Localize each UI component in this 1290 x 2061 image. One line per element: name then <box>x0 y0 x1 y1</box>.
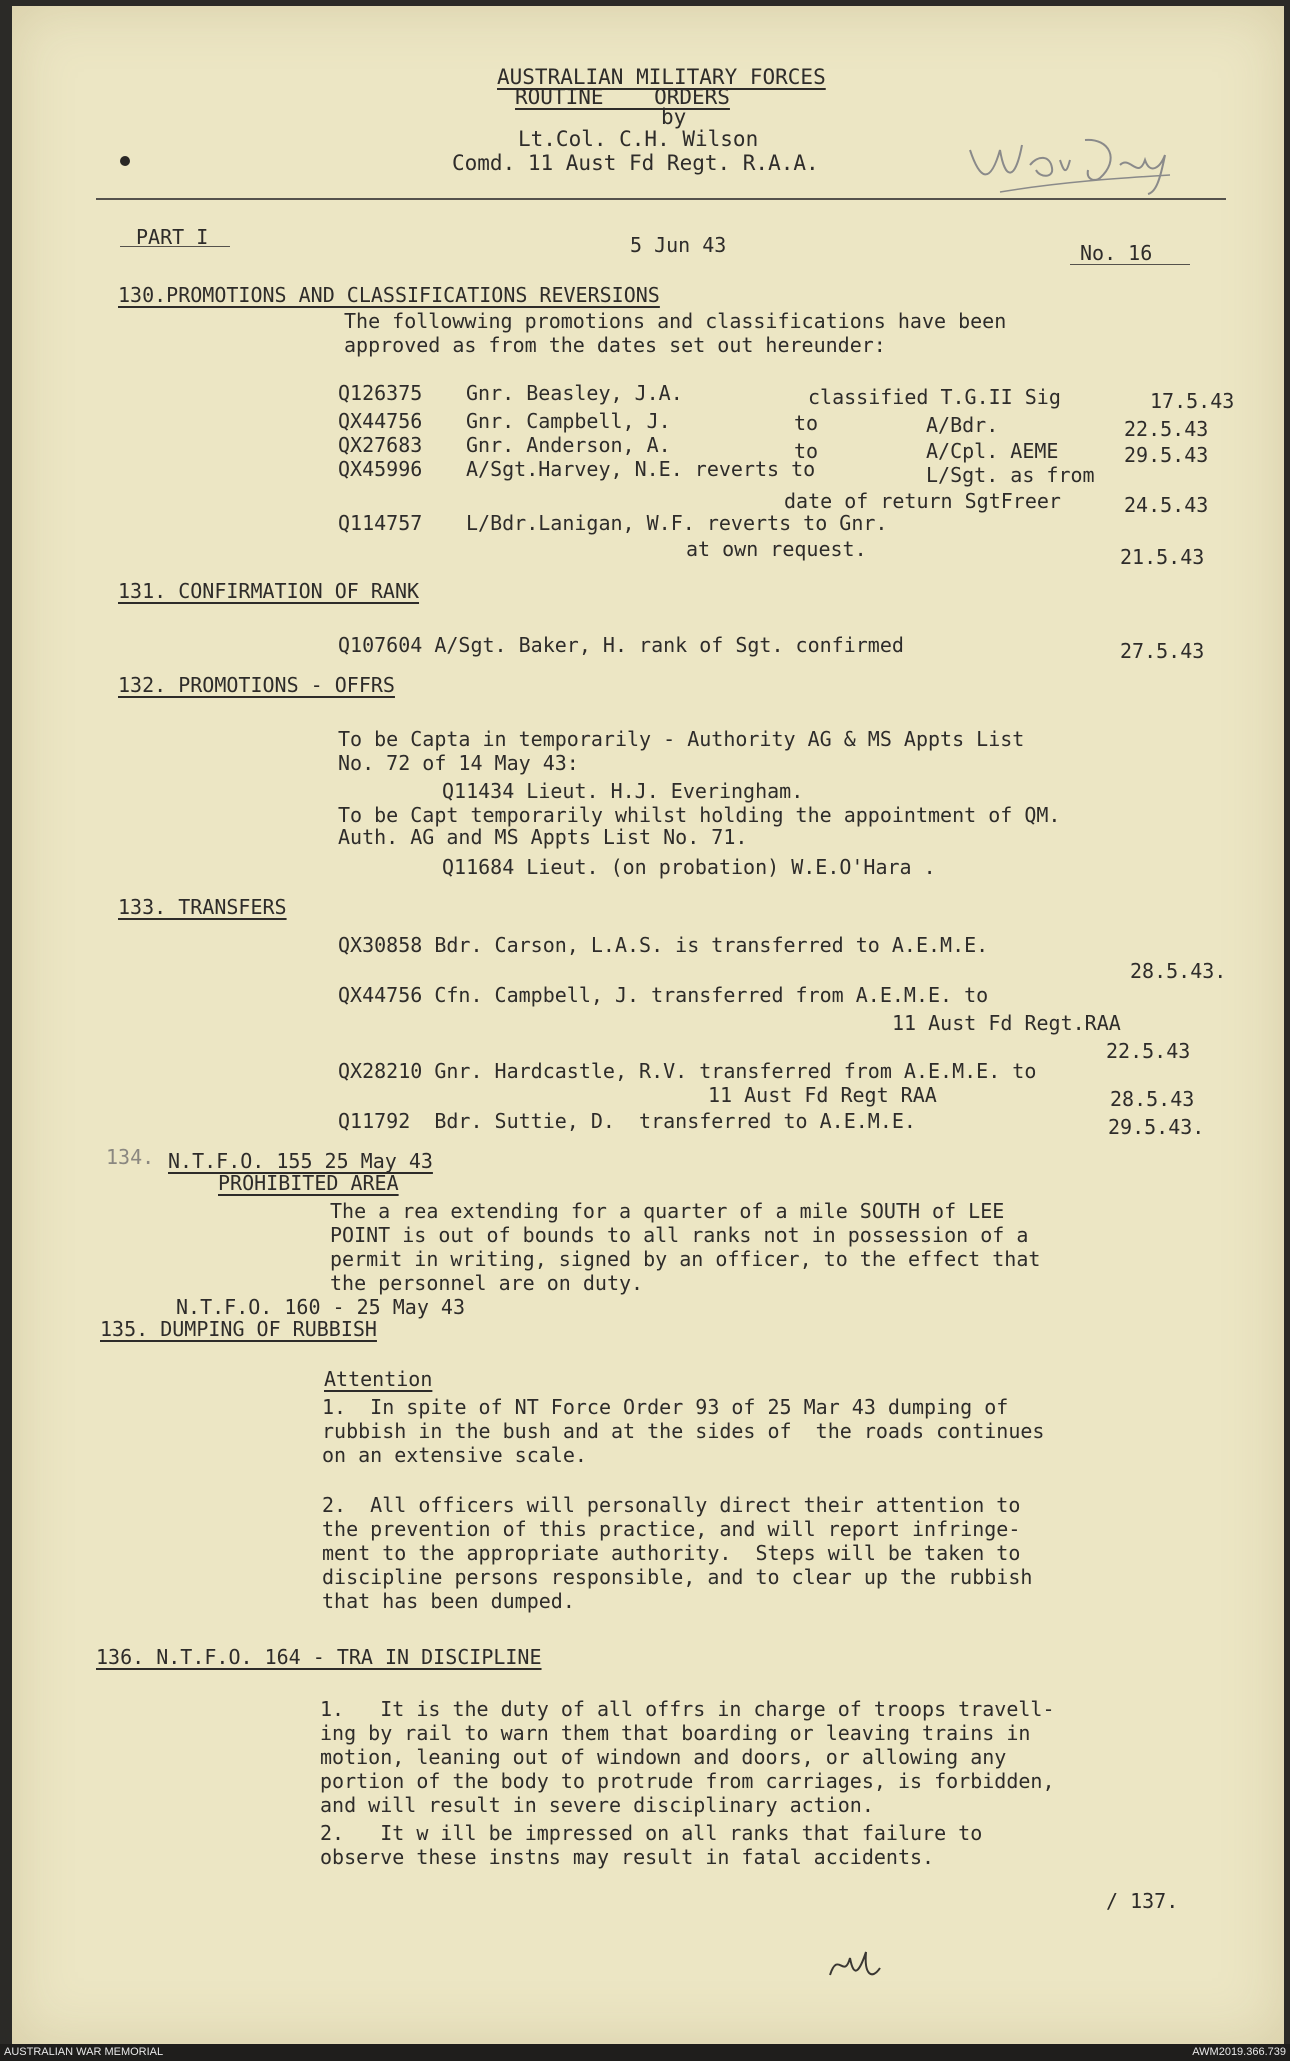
header-rule <box>96 198 1226 200</box>
reversion-note: at own request. <box>686 537 867 561</box>
effective-date: 28.5.43 <box>1110 1087 1195 1111</box>
section-131-text: Q107604 A/Sgt. Baker, H. rank of Sgt. confirmed <box>338 633 904 657</box>
section-130-intro: approved as from the dates set out hereunder: <box>344 333 886 357</box>
person-name: Gnr. Campbell, J. <box>466 409 671 433</box>
section-134-text: permit in writing, signed by an officer, to the effect that <box>330 1247 1041 1271</box>
effective-date: 29.5.43. <box>1108 1115 1205 1139</box>
person-name: Gnr. Beasley, J.A. <box>466 381 683 405</box>
order-number: No. 16 <box>1080 241 1153 265</box>
section-130-heading: 130.PROMOTIONS AND CLASSIFICATIONS REVERSIONS <box>118 283 660 307</box>
header-command: Comd. 11 Aust Fd Regt. R.A.A. <box>452 151 819 175</box>
person-name: Gnr. Anderson, A. <box>466 433 671 457</box>
effective-date: 22.5.43 <box>1124 417 1209 441</box>
service-number: Q114757 <box>338 511 423 535</box>
section-136-text: 2. It w ill be impressed on all ranks that failure to <box>320 1821 983 1845</box>
handwritten-annotation <box>960 120 1180 200</box>
service-number: Q126375 <box>338 381 423 405</box>
transfer-entry: QX44756 Cfn. Campbell, J. transferred from A.E.M.E. to <box>338 983 989 1007</box>
section-136-text: motion, leaning out of windown and doors, or allowing any <box>320 1745 1007 1769</box>
header-by: by <box>661 105 687 129</box>
section-135-text: 2. All officers will personally direct their attention to <box>322 1493 1021 1517</box>
section-135-heading: 135. DUMPING OF RUBBISH <box>100 1317 377 1341</box>
footer-bar <box>0 2044 1290 2061</box>
action-text: to <box>794 411 819 435</box>
header-officer: Lt.Col. C.H. Wilson <box>518 127 759 151</box>
section-135-text: ment to the appropriate authority. Steps will be taken to <box>322 1541 1021 1565</box>
person-name: A/Sgt.Harvey, N.E. reverts to <box>466 457 816 481</box>
initials-signature <box>820 1940 890 1990</box>
section-134-number: 134. <box>106 1145 155 1169</box>
section-130-intro: The followwing promotions and classifications have been <box>344 309 1007 333</box>
effective-date: 28.5.43. <box>1130 959 1227 983</box>
person-name: L/Bdr.Lanigan, W.F. reverts to Gnr. <box>466 511 888 535</box>
reversion-note: date of return SgtFreer <box>784 489 1061 513</box>
effective-date: 24.5.43 <box>1124 493 1209 517</box>
section-132-heading: 132. PROMOTIONS - OFFRS <box>118 673 395 697</box>
section-132-text: To be Capt temporarily whilst holding the appointment of QM. <box>338 803 1061 827</box>
attention-label: Attention <box>324 1367 433 1391</box>
section-132-text: Q11434 Lieut. H.J. Everingham. <box>442 779 804 803</box>
effective-date: 29.5.43 <box>1124 443 1209 467</box>
footer-source: AUSTRALIAN WAR MEMORIAL <box>4 2046 164 2058</box>
handwritten-text <box>0 0 1 1</box>
header-subtitle: ROUTINE ORDERS <box>515 85 730 109</box>
section-136-text: 1. It is the duty of all offrs in charge of troops travell- <box>320 1697 1055 1721</box>
transfer-entry: QX28210 Gnr. Hardcastle, R.V. transferred from A.E.M.E. to <box>338 1059 1037 1083</box>
section-136-text: and will result in severe disciplinary action. <box>320 1793 874 1817</box>
part-label: PART I <box>136 225 209 249</box>
effective-date: 22.5.43 <box>1106 1039 1191 1063</box>
section-134-heading: N.T.F.O. 155 25 May 43 <box>168 1149 433 1173</box>
section-132-text: Q11684 Lieut. (on probation) W.E.O'Hara . <box>442 855 936 879</box>
section-134-subheading: PROHIBITED AREA <box>218 1171 399 1195</box>
new-rank: A/Bdr. <box>926 413 999 437</box>
action-text: classified T.G.II Sig <box>808 385 1061 409</box>
effective-date: 21.5.43 <box>1120 545 1205 569</box>
transfer-entry: Q11792 Bdr. Suttie, D. transferred to A.E.M.E. <box>338 1109 916 1133</box>
new-rank: L/Sgt. as from <box>926 463 1095 487</box>
section-134-text: The a rea extending for a quarter of a mile SOUTH of LEE <box>330 1199 1005 1223</box>
service-number: QX44756 <box>338 409 423 433</box>
section-134-text: POINT is out of bounds to all ranks not in possession of a <box>330 1223 1029 1247</box>
section-135-text: rubbish in the bush and at the sides of the roads continues <box>322 1419 1045 1443</box>
number-underline <box>1070 264 1190 265</box>
section-132-text: No. 72 of 14 May 43: <box>338 751 579 775</box>
continuation-marker: / 137. <box>1106 1889 1179 1913</box>
section-135-reference: N.T.F.O. 160 - 25 May 43 <box>176 1295 465 1319</box>
service-number: QX45996 <box>338 457 423 481</box>
section-135-text: that has been dumped. <box>322 1589 575 1613</box>
section-133-heading: 133. TRANSFERS <box>118 895 287 919</box>
footer-reference: AWM2019.366.739 <box>1192 2046 1286 2058</box>
part-underline <box>120 246 230 247</box>
transfer-entry: QX30858 Bdr. Carson, L.A.S. is transferred to A.E.M.E. <box>338 933 989 957</box>
section-136-text: ing by rail to warn them that boarding or leaving trains in <box>320 1721 1031 1745</box>
effective-date: 27.5.43 <box>1120 639 1205 663</box>
action-text: to <box>794 439 819 463</box>
section-132-text: Auth. AG and MS Appts List No. 71. <box>338 825 748 849</box>
section-135-text: on an extensive scale. <box>322 1443 587 1467</box>
section-136-text: portion of the body to protrude from carriages, is forbidden, <box>320 1769 1055 1793</box>
section-132-text: To be Capta in temporarily - Authority AG & MS Appts List <box>338 727 1025 751</box>
transfer-entry: 11 Aust Fd Regt.RAA <box>892 1011 1121 1035</box>
new-rank: A/Cpl. AEME <box>926 439 1059 463</box>
punch-hole <box>120 156 130 166</box>
section-135-text: discipline persons responsible, and to clear up the rubbish <box>322 1565 1033 1589</box>
section-134-text: the personnel are on duty. <box>330 1271 644 1295</box>
section-136-text: observe these instns may result in fatal accidents. <box>320 1845 935 1869</box>
service-number: QX27683 <box>338 433 423 457</box>
section-131-heading: 131. CONFIRMATION OF RANK <box>118 579 420 603</box>
section-135-text: 1. In spite of NT Force Order 93 of 25 Mar 43 dumping of <box>322 1395 1009 1419</box>
order-date: 5 Jun 43 <box>630 233 727 257</box>
transfer-entry: 11 Aust Fd Regt RAA <box>708 1083 937 1107</box>
section-135-text: the prevention of this practice, and will report infringe- <box>322 1517 1021 1541</box>
effective-date: 17.5.43 <box>1150 389 1235 413</box>
section-136-heading: 136. N.T.F.O. 164 - TRA IN DISCIPLINE <box>96 1645 542 1669</box>
header-title: AUSTRALIAN MILITARY FORCES <box>497 65 826 89</box>
